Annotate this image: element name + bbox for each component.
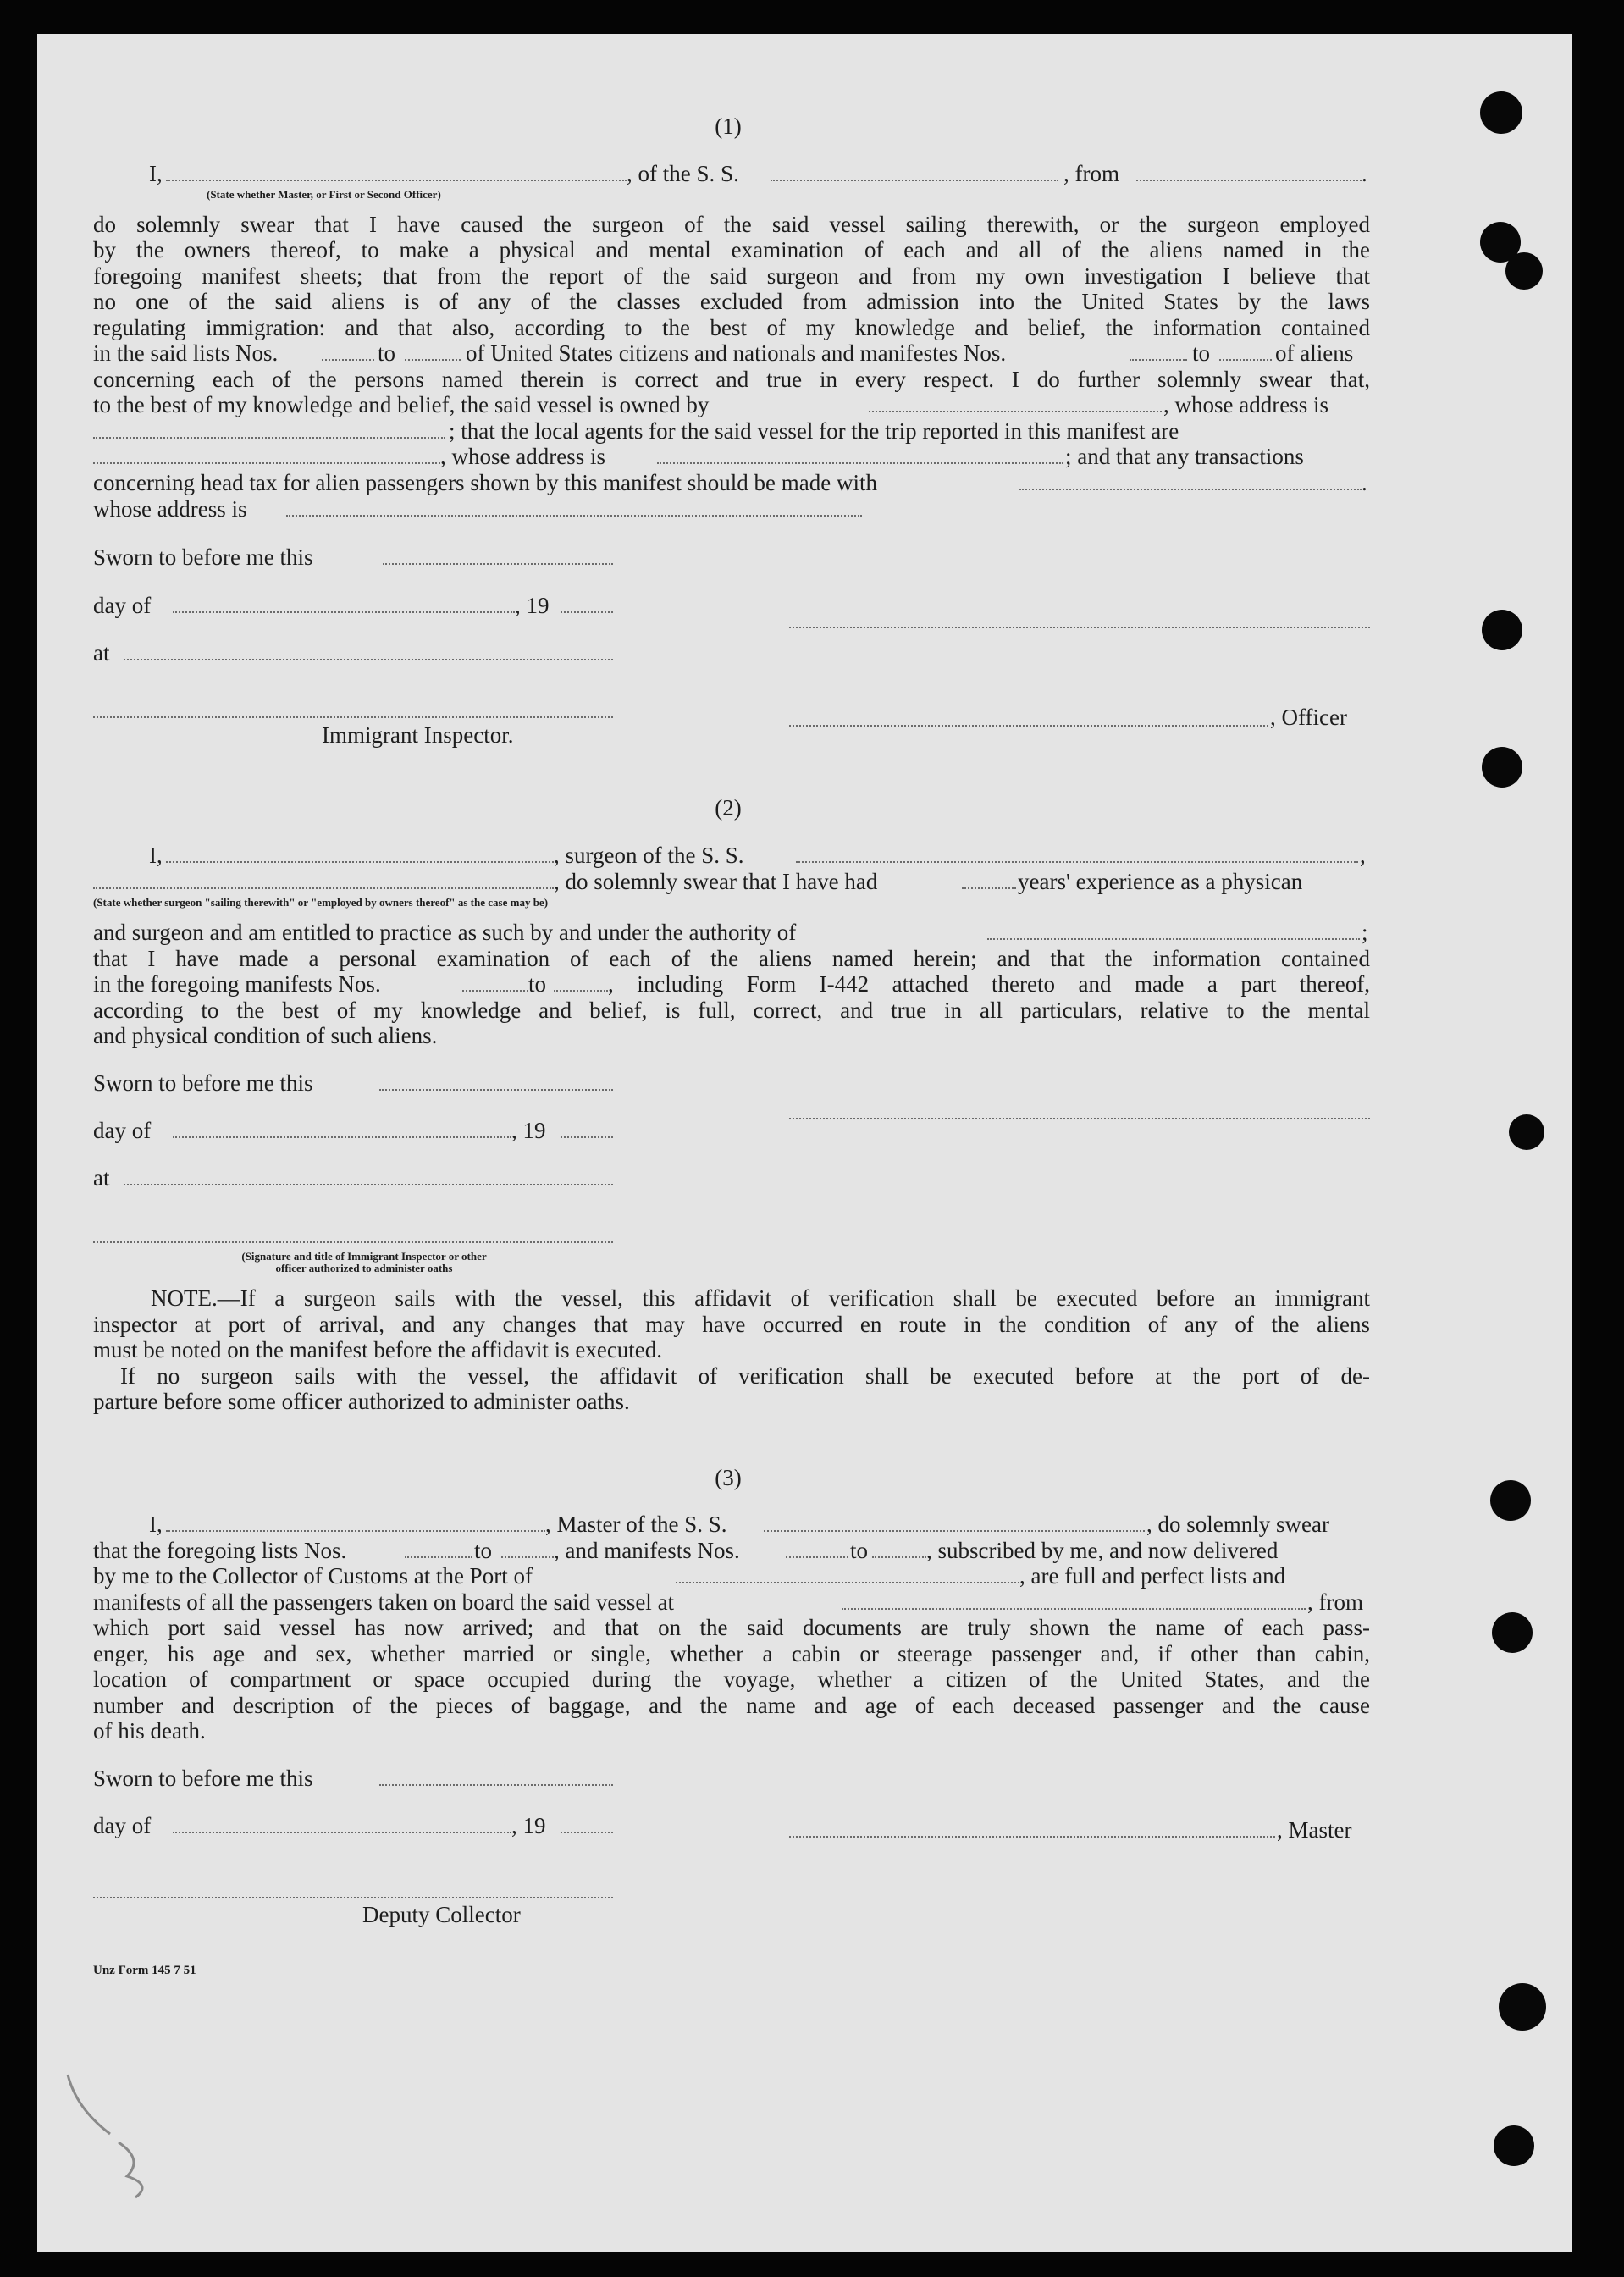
s3-master-name-field[interactable] — [166, 1530, 545, 1532]
section-1-number: (1) — [715, 113, 742, 139]
s3-day-label: day of — [93, 1813, 152, 1838]
s1-owner-field[interactable] — [869, 411, 1162, 412]
s1-sworn-label: Sworn to before me this — [93, 544, 313, 570]
punch-hole-6 — [1509, 1114, 1544, 1150]
s1-vessel-field[interactable] — [771, 180, 1058, 181]
s2-authority-end: ; — [1362, 920, 1368, 945]
s1-transactions-label: ; and that any transactions — [1065, 444, 1304, 469]
s2-vessel-field[interactable] — [796, 861, 1358, 863]
punch-hole-3 — [1505, 252, 1543, 290]
punch-hole-9 — [1499, 1983, 1546, 2031]
s2-vessel-end: , — [1360, 843, 1366, 868]
s3-year-field[interactable] — [561, 1832, 613, 1833]
s2-year-field[interactable] — [561, 1136, 613, 1138]
s1-from-label: , from — [1063, 161, 1119, 186]
s2-line-4: that I have made a personal examination of each of the aliens named herein; and that the information contained — [93, 946, 1370, 971]
s2-year-label: , 19 — [511, 1118, 546, 1143]
s1-year-label: , 19 — [515, 593, 550, 618]
s1-from-end: . — [1362, 161, 1367, 186]
s3-manifests-label: , and manifests Nos. — [554, 1538, 740, 1563]
s1-lists-to-field[interactable] — [405, 359, 461, 361]
s1-sworn-field[interactable] — [383, 563, 613, 565]
s2-surgeon-name-field[interactable] — [166, 861, 554, 863]
s3-line-6: enger, his age and sex, whether married or single, whether a cabin or steerage passenger and, if other than cabin, — [93, 1641, 1370, 1666]
s1-day-field[interactable] — [173, 611, 515, 613]
s2-swear-label: , do solemnly swear that I have had — [554, 869, 878, 894]
s3-port-field[interactable] — [676, 1582, 1019, 1583]
note-line-4: If no surgeon sails with the vessel, the affidavit of verification shall be executed before at the port of de- — [120, 1363, 1370, 1389]
s3-line-9: of his death. — [93, 1718, 206, 1744]
s2-day-label: day of — [93, 1118, 152, 1143]
s1-lists-to: to — [378, 340, 396, 366]
s1-from-field[interactable] — [1136, 180, 1362, 181]
s1-headtax-address-label: whose address is — [93, 496, 247, 522]
s1-line-4: no one of the said aliens is of any of the classes excluded from admission into the United States by the laws — [93, 289, 1370, 314]
s2-sailing-field[interactable] — [93, 887, 554, 889]
s1-i-label: I, — [149, 161, 163, 186]
s1-agents-address-label: , whose address is — [440, 444, 605, 469]
s1-officer-signature-field[interactable] — [789, 725, 1268, 727]
note-line-3: must be noted on the manifest before the affidavit is executed. — [93, 1337, 663, 1362]
s2-manifests-to: to — [528, 971, 547, 997]
pencil-mark — [59, 2066, 178, 2202]
s1-headtax-end: . — [1362, 470, 1367, 495]
s3-year-label: , 19 — [511, 1813, 546, 1838]
s3-sworn-field[interactable] — [379, 1784, 613, 1786]
s1-lists-from-field[interactable] — [322, 359, 374, 361]
punch-hole-5 — [1482, 747, 1522, 788]
s1-inspector-label: Immigrant Inspector. — [322, 722, 514, 748]
note-line-5: parture before some officer authorized to administer oaths. — [93, 1389, 630, 1414]
note-line-1: NOTE.—If a surgeon sails with the vessel, this affidavit of verification shall be executed before an immigrant — [151, 1285, 1370, 1311]
s1-manifests-from-field[interactable] — [1130, 359, 1187, 361]
s3-i-label: I, — [149, 1512, 163, 1537]
s1-manifests-to-field[interactable] — [1219, 359, 1272, 361]
s1-of-ss-label: , of the S. S. — [627, 161, 739, 186]
s1-officer-label: , Officer — [1270, 705, 1347, 730]
s3-taken-on-field[interactable] — [842, 1608, 1306, 1610]
s2-years-label: years' experience as a physican — [1018, 869, 1303, 894]
s2-sworn-field[interactable] — [379, 1089, 613, 1091]
s3-lists-to: to — [474, 1538, 493, 1563]
s1-agents-address-field[interactable] — [657, 462, 1063, 464]
s1-at-label: at — [93, 640, 110, 666]
s3-from-label: , from — [1307, 1589, 1363, 1615]
form-number: Unz Form 145 7 51 — [93, 1964, 196, 1977]
s2-authority-field[interactable] — [987, 938, 1360, 940]
s3-lists-perfect-label: , are full and perfect lists and — [1019, 1563, 1286, 1589]
s3-lists-from-field[interactable] — [405, 1556, 472, 1558]
s1-line-5: regulating immigration: and that also, according to the best of my knowledge and belief, the information contained — [93, 315, 1370, 340]
s1-owned-label: to the best of my knowledge and belief, the said vessel is owned by — [93, 392, 710, 417]
s2-manifests-to-field[interactable] — [554, 990, 608, 992]
s2-inspector-signature-field[interactable] — [93, 1241, 613, 1243]
s2-sworn-label: Sworn to before me this — [93, 1070, 313, 1096]
s2-sailing-note: (State whether surgeon "sailing therewith" or "employed by owners thereof" as the case may be) — [93, 896, 549, 909]
s3-vessel-field[interactable] — [764, 1530, 1145, 1532]
s3-master-label: , Master — [1277, 1817, 1352, 1843]
s2-manifests-from-field[interactable] — [462, 990, 528, 992]
s3-lists-label: that the foregoing lists Nos. — [93, 1538, 347, 1563]
s2-at-label: at — [93, 1165, 110, 1191]
s3-lists-to-field[interactable] — [501, 1556, 554, 1558]
s3-deputy-signature-field[interactable] — [93, 1897, 613, 1898]
s3-line-5: which port said vessel has now arrived; and that on the said documents are truly shown the name of each pass- — [93, 1615, 1370, 1640]
punch-hole-1 — [1480, 91, 1522, 134]
s2-signature-note-2: officer authorized to administer oaths — [275, 1262, 453, 1274]
s2-including-label: , including Form I-442 attached thereto and made a part thereof, — [608, 971, 1370, 997]
s1-aliens-label: of aliens — [1275, 340, 1354, 366]
s1-owner-address-label: , whose address is — [1163, 392, 1328, 417]
s1-lists-label: in the said lists Nos. — [93, 340, 279, 366]
s3-deputy-label: Deputy Collector — [362, 1902, 521, 1927]
s2-years-field[interactable] — [962, 887, 1016, 889]
punch-hole-10 — [1494, 2125, 1534, 2166]
s3-line-7: location of compartment or space occupied during the voyage, whether a citizen of the United States, and the — [93, 1666, 1370, 1692]
s2-line-7: and physical condition of such aliens. — [93, 1023, 438, 1048]
s3-line-8: number and description of the pieces of baggage, and the name and age of each deceased passenger and the cause — [93, 1693, 1370, 1718]
s3-master-signature-field[interactable] — [789, 1836, 1275, 1838]
s1-year-field[interactable] — [561, 611, 613, 613]
s2-at-field[interactable] — [124, 1184, 613, 1185]
s2-surgeon-signature-field[interactable] — [789, 1118, 1370, 1119]
punch-hole-7 — [1490, 1480, 1531, 1521]
s3-taken-on-label: manifests of all the passengers taken on board the said vessel at — [93, 1589, 675, 1615]
s3-manifests-to-field[interactable] — [872, 1556, 926, 1558]
s2-i-label: I, — [149, 843, 163, 868]
section-2-number: (2) — [715, 795, 742, 821]
s1-agents-label: ; that the local agents for the said vessel for the trip reported in this manifest are — [449, 418, 1179, 444]
s1-line-1: do solemnly swear that I have caused the surgeon of the said vessel sailing therewith, or the surgeon employed — [93, 212, 1370, 237]
s1-line-7: concerning each of the persons named therein is correct and true in every respect. I do further solemnly swear that, — [93, 367, 1370, 392]
s1-headtax-label: concerning head tax for alien passengers shown by this manifest should be made with — [93, 470, 878, 495]
s1-master-signature-field[interactable] — [789, 627, 1370, 628]
s3-master-of-label: , Master of the S. S. — [545, 1512, 727, 1537]
s3-port-label: by me to the Collector of Customs at the Port of — [93, 1563, 533, 1589]
s1-manifests-to: to — [1192, 340, 1211, 366]
s1-headtax-address-field[interactable] — [286, 515, 862, 517]
s2-authority-label: and surgeon and am entitled to practice as such by and under the authority of — [93, 920, 797, 945]
punch-hole-4 — [1482, 610, 1522, 650]
s3-swear-label: , do solemnly swear — [1146, 1512, 1329, 1537]
s1-line-3: foregoing manifest sheets; that from the report of the said surgeon and from my own investigation I believe that — [93, 263, 1370, 289]
section-3-number: (3) — [715, 1465, 742, 1490]
s1-owner-address-field[interactable] — [93, 437, 445, 439]
punch-hole-8 — [1492, 1612, 1533, 1653]
s2-signature-note-1: (Signature and title of Immigrant Inspector or other — [241, 1250, 487, 1263]
s1-officer-note: (State whether Master, or First or Second Officer) — [207, 188, 441, 201]
s1-officer-field[interactable] — [166, 180, 627, 181]
s1-line-2: by the owners thereof, to make a physical and mental examination of each and all of the aliens named in the — [93, 237, 1370, 263]
s3-sworn-label: Sworn to before me this — [93, 1766, 313, 1791]
s3-subscribed-label: , subscribed by me, and now delivered — [926, 1538, 1279, 1563]
s1-headtax-field[interactable] — [1019, 489, 1362, 490]
s1-at-field[interactable] — [124, 659, 613, 660]
s3-manifests-to: to — [850, 1538, 869, 1563]
note-line-2: inspector at port of arrival, and any changes that may have occurred en route in the condition of any of the aliens — [93, 1312, 1370, 1337]
s2-manifests-label: in the foregoing manifests Nos. — [93, 971, 381, 997]
s2-line-6: according to the best of my knowledge and belief, is full, correct, and true in all particulars, relative to the mental — [93, 998, 1370, 1023]
s3-manifests-from-field[interactable] — [786, 1556, 848, 1558]
s2-day-field[interactable] — [173, 1136, 511, 1138]
s1-day-label: day of — [93, 593, 152, 618]
s1-inspector-signature-field[interactable] — [93, 716, 613, 718]
s2-surgeon-of-label: , surgeon of the S. S. — [554, 843, 744, 868]
s1-manifests-label: of United States citizens and nationals and manifestes Nos. — [466, 340, 1007, 366]
s3-day-field[interactable] — [173, 1832, 511, 1833]
s1-agents-field[interactable] — [93, 462, 440, 464]
